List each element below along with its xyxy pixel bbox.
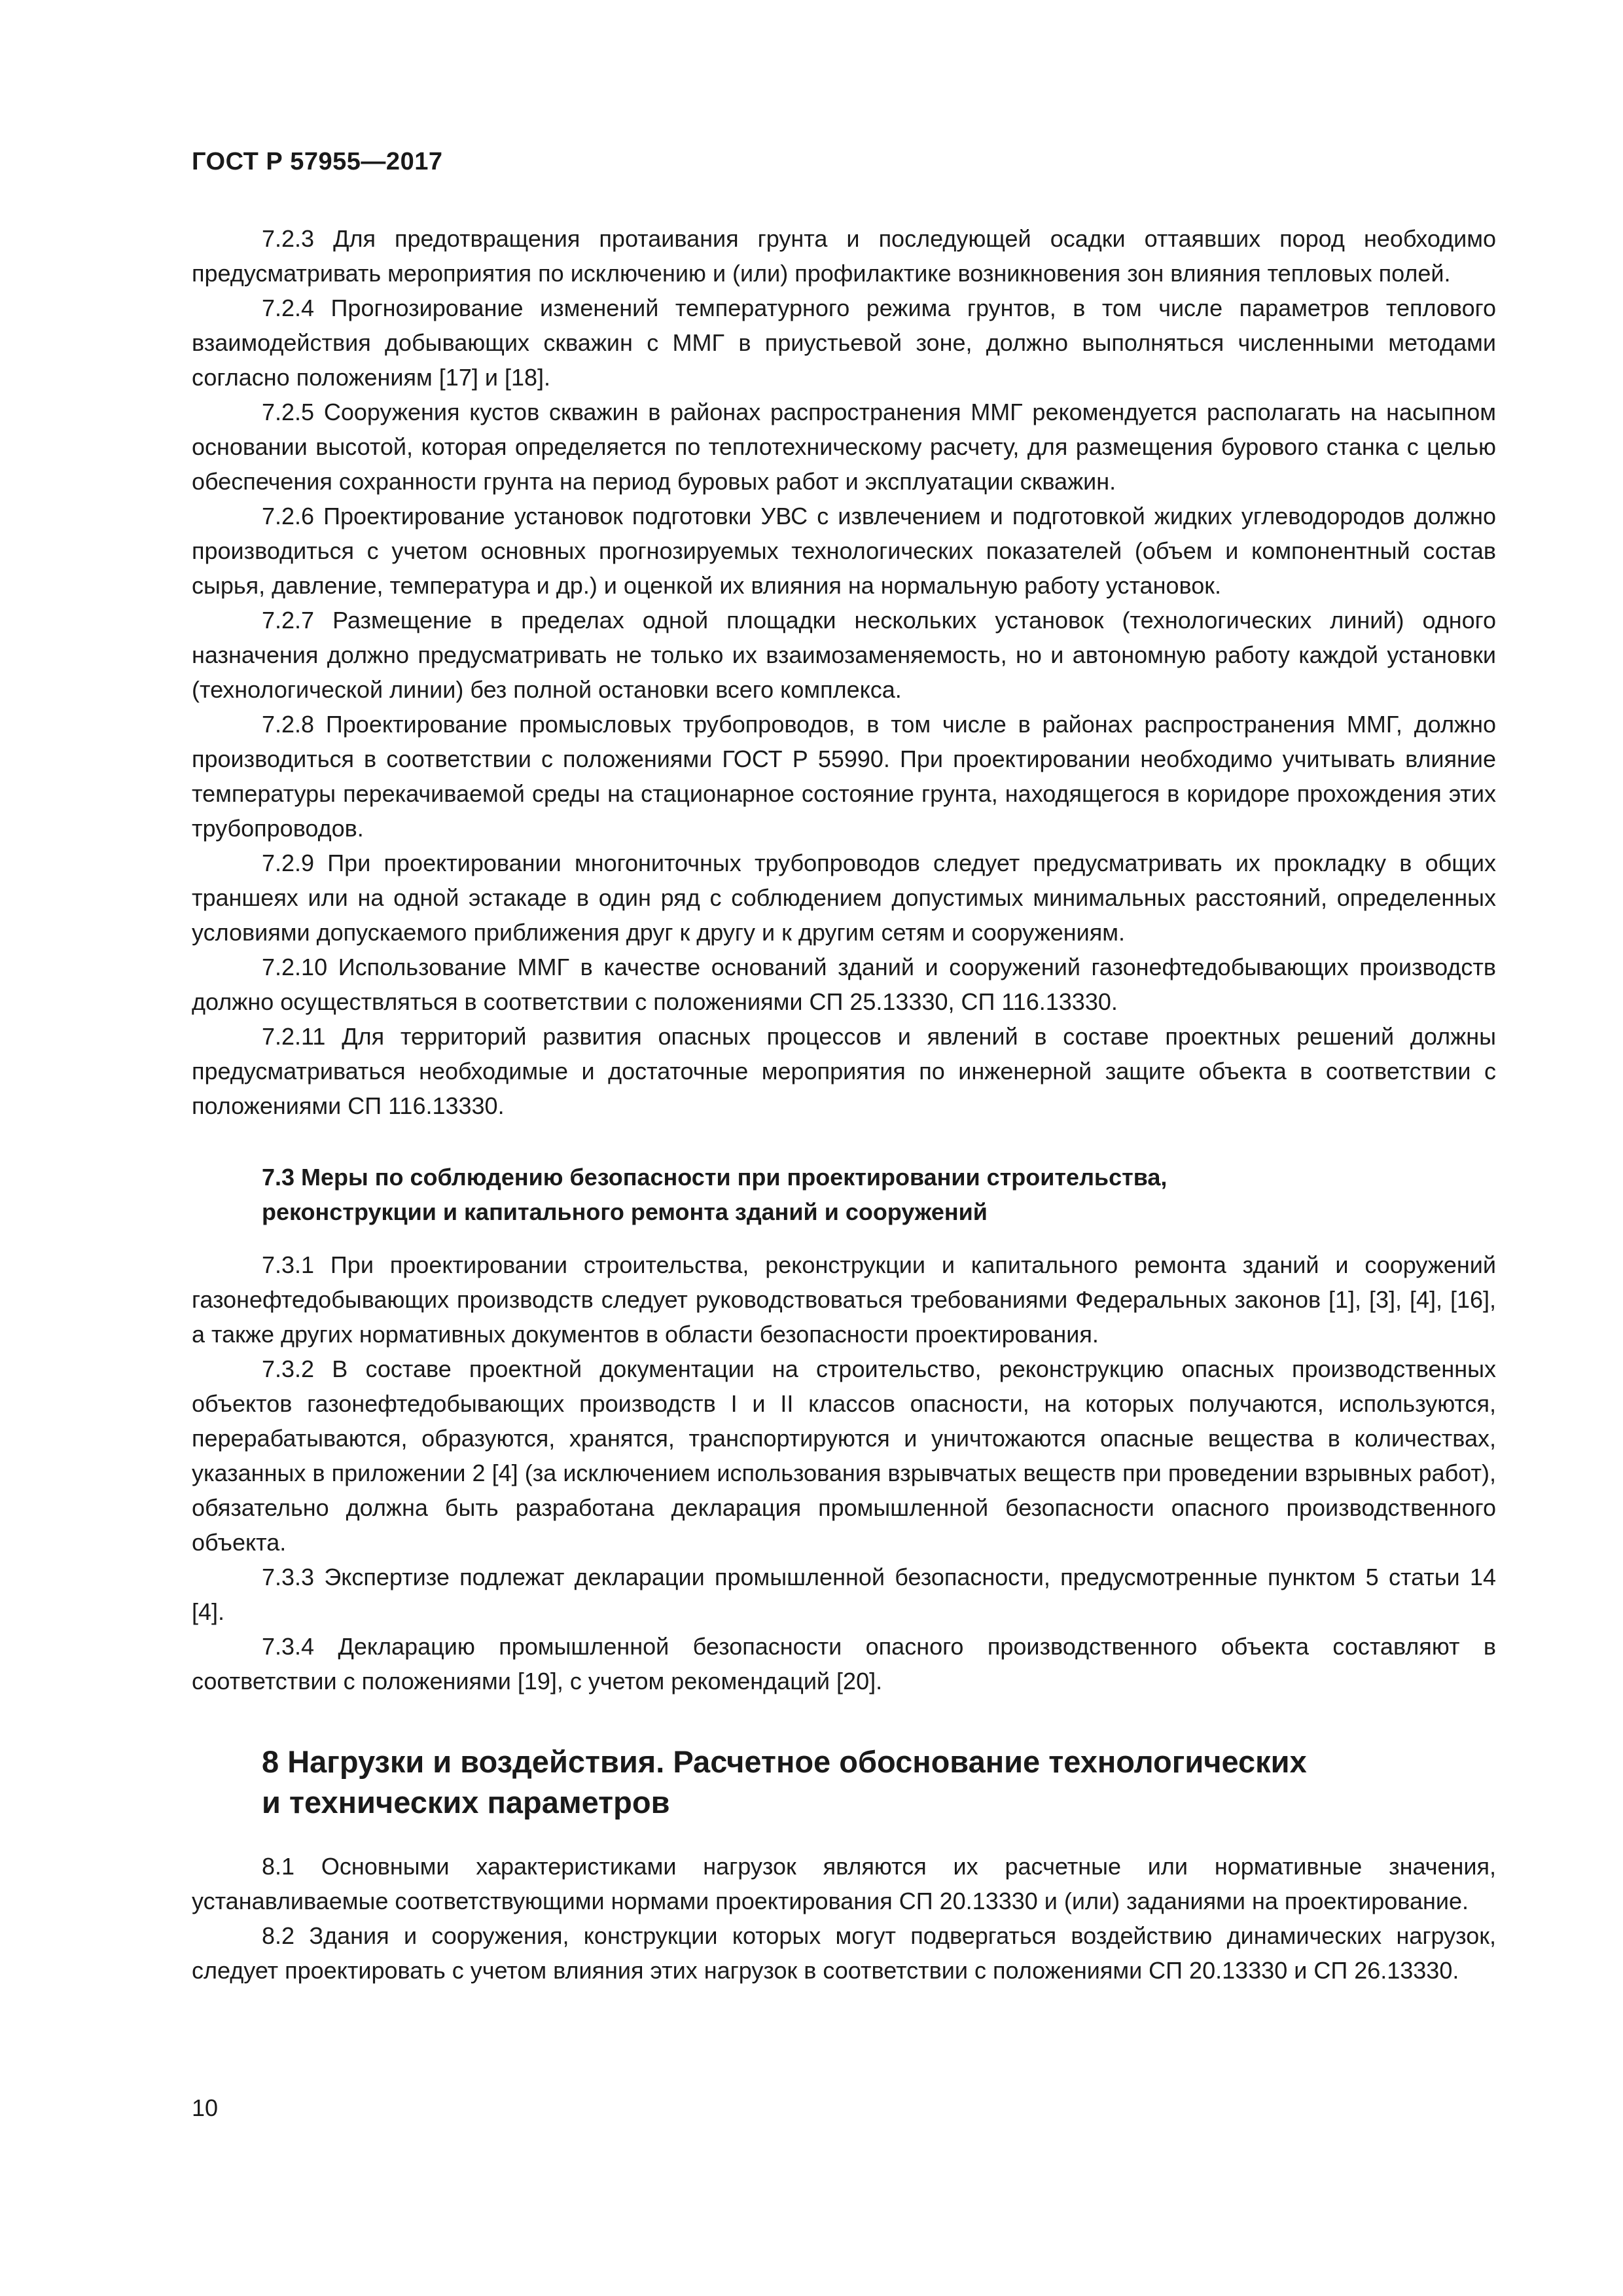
paragraph-7-3-2: 7.3.2 В составе проектной документации на строительство, реконструкцию опасных производственных объектов газонефтедобывающих производств I и II классов опасности, на которых получаются, используются, перерабатываются, образуются, хранятся, транспортируются и уничтожаются опасные вещества в количествах, указанных в приложении 2 [4] (за исключением использования взрывчатых веществ при проведении взрывных работ), обязательно должна быть разработана декларация промышленной безопасности опасного производственного объекта.: [192, 1355, 1496, 1556]
section-heading-8-line-2: и технических параметров: [262, 1785, 670, 1820]
paragraph-7-2-10: 7.2.10 Использование ММГ в качестве оснований зданий и сооружений газонефтедобывающих производств должно осуществляться в соответствии с положениями СП 25.13330, СП 116.13330.: [192, 954, 1496, 1015]
section-heading-8-line-1: 8 Нагрузки и воздействия. Расчетное обоснование технологических: [262, 1744, 1307, 1779]
subheading-7-3-line-1: 7.3 Меры по соблюдению безопасности при проектировании строительства,: [262, 1164, 1168, 1191]
subheading-7-3-line-2: реконструкции и капитального ремонта зданий и сооружений: [262, 1198, 988, 1225]
paragraph-7-3-3: 7.3.3 Экспертизе подлежат декларации промышленной безопасности, предусмотренные пунктом 5 статьи 14 [4].: [192, 1564, 1496, 1625]
subheading-7-3: [192, 1160, 1496, 1229]
document-body: [192, 221, 1496, 1988]
section-heading-8: [192, 1742, 1496, 1823]
document-header: ГОСТ Р 57955—2017: [192, 148, 443, 175]
paragraph-8-1: 8.1 Основными характеристиками нагрузок являются их расчетные или нормативные значения, устанавливаемые соответствующими нормами проектирования СП 20.13330 и (или) заданиями на проектирование.: [192, 1853, 1496, 1914]
paragraph-8-2: 8.2 Здания и сооружения, конструкции которых могут подвергаться воздействию динамических нагрузок, следует проектировать с учетом влияния этих нагрузок в соответствии с положениями СП 20.13330 и СП 26.13330.: [192, 1922, 1496, 1984]
paragraph-7-2-7: 7.2.7 Размещение в пределах одной площадки нескольких установок (технологических линий) одного назначения должно предусматривать не только их взаимозаменяемость, но и автономную работу каждой установки (технологической линии) без полной остановки всего комплекса.: [192, 607, 1496, 703]
page-number: 10: [192, 2094, 219, 2121]
paragraph-7-2-9: 7.2.9 При проектировании многониточных трубопроводов следует предусматривать их прокладку в общих траншеях или на одной эстакаде в один ряд с соблюдением допустимых минимальных расстояний, определенных условиями допускаемого приближения друг к другу и к другим сетям и сооружениям.: [192, 850, 1496, 946]
paragraph-7-2-11: 7.2.11 Для территорий развития опасных процессов и явлений в составе проектных решений должны предусматриваться необходимые и достаточные мероприятия по инженерной защите объекта в соответствии с положениями СП 116.13330.: [192, 1023, 1496, 1119]
paragraph-7-2-6: 7.2.6 Проектирование установок подготовки УВС с извлечением и подготовкой жидких углеводородов должно производиться с учетом основных прогнозируемых технологических показателей (объем и компонентный состав сырья, давление, температура и др.) и оценкой их влияния на нормальную работу установок.: [192, 503, 1496, 599]
paragraph-7-3-4: 7.3.4 Декларацию промышленной безопасности опасного производственного объекта составляют в соответствии с положениями [19], с учетом рекомендаций [20].: [192, 1633, 1496, 1695]
paragraph-7-2-8: 7.2.8 Проектирование промысловых трубопроводов, в том числе в районах распространения ММГ, должно производиться в соответствии с положениями ГОСТ Р 55990. При проектировании необходимо учитывать влияние температуры перекачиваемой среды на стационарное состояние грунта, находящегося в коридоре прохождения этих трубопроводов.: [192, 711, 1496, 842]
paragraph-7-2-3: 7.2.3 Для предотвращения протаивания грунта и последующей осадки оттаявших пород необходимо предусматривать мероприятия по исключению и (или) профилактике возникновения зон влияния тепловых полей.: [192, 225, 1496, 287]
paragraph-7-2-4: 7.2.4 Прогнозирование изменений температурного режима грунтов, в том числе параметров теплового взаимодействия добывающих скважин с ММГ в приустьевой зоне, должно выполняться численными методами согласно положениям [17] и [18].: [192, 295, 1496, 391]
paragraph-7-3-1: 7.3.1 При проектировании строительства, реконструкции и капитального ремонта зданий и сооружений газонефтедобывающих производств следует руководствоваться требованиями Федеральных законов [1], [3], [4], [16], а также других нормативных документов в области безопасности проектирования.: [192, 1251, 1496, 1348]
paragraph-7-2-5: 7.2.5 Сооружения кустов скважин в районах распространения ММГ рекомендуется располагать на насыпном основании высотой, которая определяется по теплотехническому расчету, для размещения бурового станка с целью обеспечения сохранности грунта на период буровых работ и эксплуатации скважин.: [192, 399, 1496, 495]
